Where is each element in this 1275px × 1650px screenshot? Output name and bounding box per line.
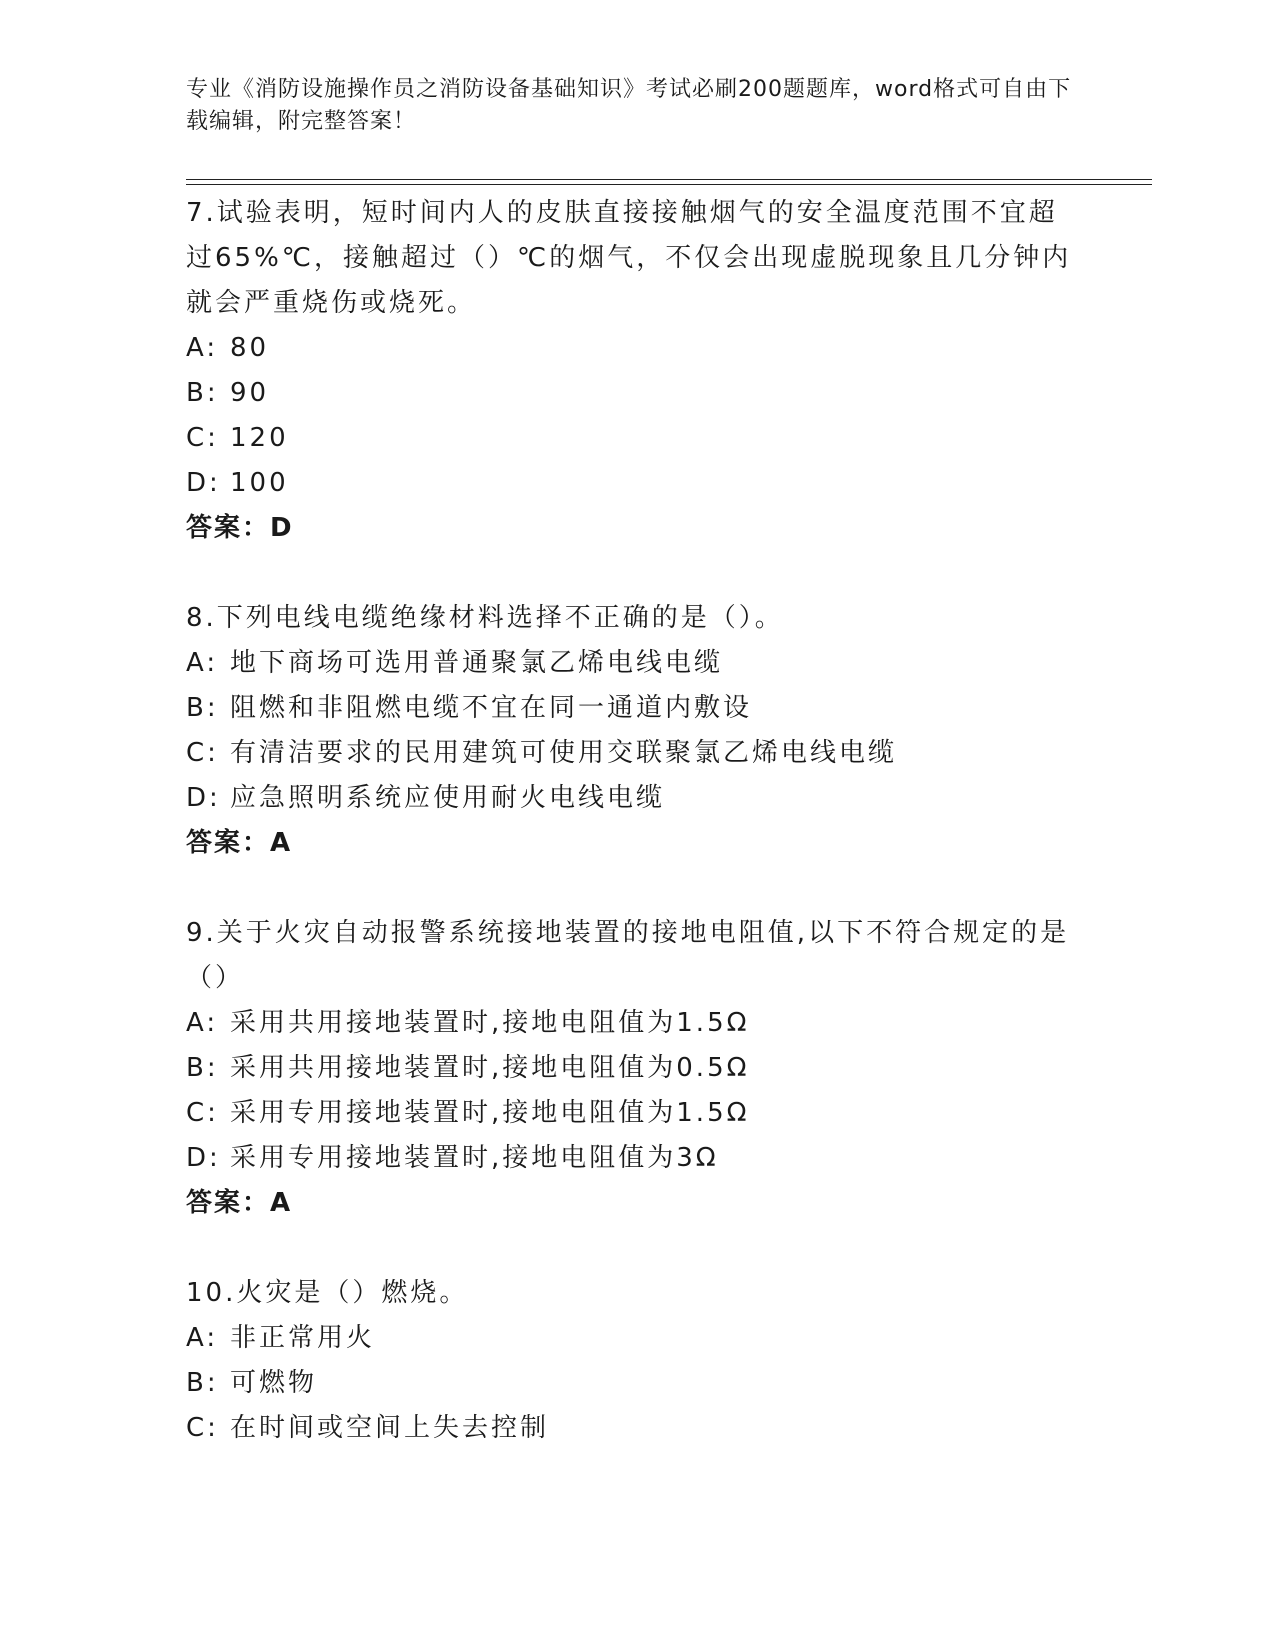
header-divider-bottom xyxy=(186,184,1152,185)
option-letter: A: xyxy=(186,1008,219,1038)
option-text: 非正常用火 xyxy=(230,1323,376,1353)
option-letter: B: xyxy=(186,1053,219,1083)
option-letter: D: xyxy=(186,1143,221,1173)
option-text: 100 xyxy=(230,468,289,498)
option-b xyxy=(186,1046,1086,1091)
question-10 xyxy=(186,1271,1086,1451)
option-text: 采用共用接地装置时,接地电阻值为1.5Ω xyxy=(230,1008,750,1038)
spacer xyxy=(186,866,1086,911)
option-text: 阻燃和非阻燃电缆不宜在同一通道内敷设 xyxy=(230,693,753,723)
option-a xyxy=(186,1316,1086,1361)
option-text: 120 xyxy=(230,423,289,453)
answer-line: 答案：A xyxy=(186,1188,293,1218)
question-text: 7.试验表明，短时间内人的皮肤直接接触烟气的安全温度范围不宜超过65%℃，接触超过（）℃的烟气，不仅会出现虚脱现象且几分钟内就会严重烧伤或烧死。 xyxy=(186,198,1072,318)
option-b xyxy=(186,371,1086,416)
option-text: 采用专用接地装置时,接地电阻值为3Ω xyxy=(230,1143,719,1173)
option-text: 在时间或空间上失去控制 xyxy=(230,1413,550,1443)
option-text: 有清洁要求的民用建筑可使用交联聚氯乙烯电线电缆 xyxy=(230,738,898,768)
header-divider-top xyxy=(186,179,1152,180)
option-letter: B: xyxy=(186,693,219,723)
option-a xyxy=(186,326,1086,371)
option-c xyxy=(186,1091,1086,1136)
answer-line: 答案：A xyxy=(186,828,293,858)
option-b xyxy=(186,686,1086,731)
option-c xyxy=(186,731,1086,776)
option-a xyxy=(186,1001,1086,1046)
option-letter: D: xyxy=(186,468,221,498)
option-text: 80 xyxy=(230,333,270,363)
answer-line: 答案：D xyxy=(186,513,294,543)
option-a xyxy=(186,641,1086,686)
option-letter: C: xyxy=(186,738,219,768)
option-letter: C: xyxy=(186,1413,219,1443)
question-8 xyxy=(186,596,1086,866)
option-text: 采用共用接地装置时,接地电阻值为0.5Ω xyxy=(230,1053,750,1083)
header-title: 专业《消防设施操作员之消防设备基础知识》考试必刷200题题库，word格式可自由下载编辑，附完整答案！ xyxy=(186,77,1072,134)
option-letter: B: xyxy=(186,1368,219,1398)
spacer xyxy=(186,1226,1086,1271)
option-d xyxy=(186,1136,1086,1181)
option-letter: A: xyxy=(186,333,219,363)
option-c xyxy=(186,416,1086,461)
option-letter: A: xyxy=(186,648,219,678)
option-letter: D: xyxy=(186,783,221,813)
question-list xyxy=(186,191,1086,1451)
question-7 xyxy=(186,191,1086,551)
option-text: 应急照明系统应使用耐火电线电缆 xyxy=(230,783,666,813)
option-letter: B: xyxy=(186,378,219,408)
option-text: 采用专用接地装置时,接地电阻值为1.5Ω xyxy=(230,1098,750,1128)
question-text: 8.下列电线电缆绝缘材料选择不正确的是（）。 xyxy=(186,603,784,633)
option-text: 90 xyxy=(230,378,270,408)
spacer xyxy=(186,551,1086,596)
option-c xyxy=(186,1406,1086,1451)
question-text: 10.火灾是（）燃烧。 xyxy=(186,1278,469,1308)
option-letter: C: xyxy=(186,1098,219,1128)
option-d xyxy=(186,461,1086,506)
option-text: 地下商场可选用普通聚氯乙烯电线电缆 xyxy=(230,648,724,678)
document-header xyxy=(186,74,1086,138)
option-text: 可燃物 xyxy=(230,1368,318,1398)
option-letter: A: xyxy=(186,1323,219,1353)
question-text: 9.关于火灾自动报警系统接地装置的接地电阻值,以下不符合规定的是（） xyxy=(186,918,1070,993)
option-b xyxy=(186,1361,1086,1406)
option-letter: C: xyxy=(186,423,219,453)
question-9 xyxy=(186,911,1086,1226)
option-d xyxy=(186,776,1086,821)
